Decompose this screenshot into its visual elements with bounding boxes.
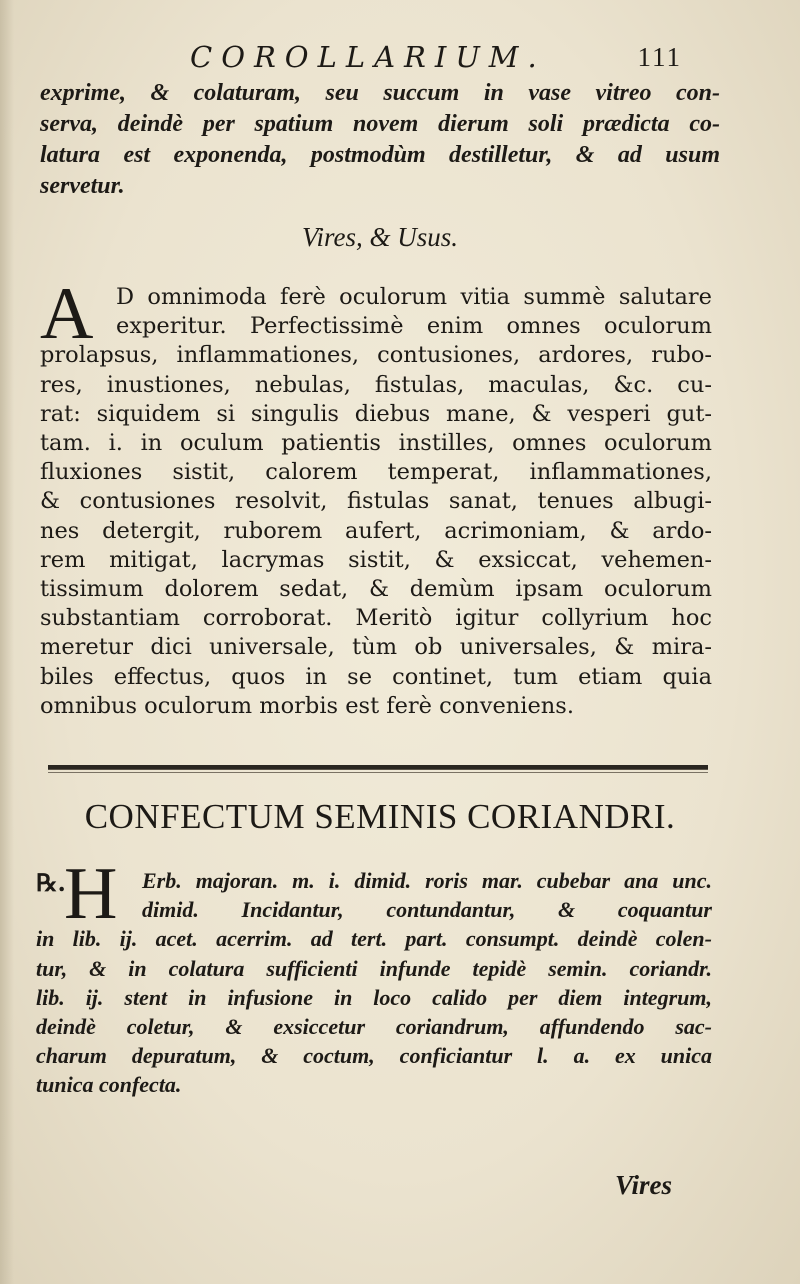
recipe-line: charum depuratum, & coctum, conficiantur l. a. ex unica bbox=[36, 1043, 712, 1069]
body-line: substantiam corroborat. Meritò igitur collyrium hoc bbox=[40, 605, 712, 632]
body-line: experitur. Perfectissimè enim omnes oculorum bbox=[116, 313, 712, 340]
intro-paragraph bbox=[40, 78, 720, 202]
intro-line: servetur. bbox=[40, 173, 125, 199]
recipe-line: deindè coletur, & exsiccetur coriandrum, affundendo sac- bbox=[36, 1014, 712, 1040]
catchword: Vires bbox=[614, 1170, 672, 1200]
intro-line: latura est exponenda, postmodùm destilletur, & ad usum bbox=[40, 142, 720, 168]
body-line: omnibus oculorum morbis est ferè conveniens. bbox=[40, 692, 574, 719]
running-title: COROLLARIUM. bbox=[190, 40, 546, 74]
recipe-line: Erb. majoran. m. i. dimid. roris mar. cubebar ana unc. bbox=[142, 868, 712, 893]
body-line: fluxiones sistit, calorem temperat, inflammationes, bbox=[40, 459, 712, 486]
body-line: rem mitigat, lacrymas sistit, & exsiccat, vehemen- bbox=[40, 546, 712, 573]
recipe-line: in lib. ij. acet. acerrim. ad tert. part. consumpt. deindè colen- bbox=[36, 926, 712, 952]
body-line: nes detergit, ruborem aufert, acrimoniam, & ardo- bbox=[40, 517, 712, 544]
intro-line: serva, deindè per spatium novem dierum soli prædicta co- bbox=[40, 111, 720, 137]
recipe-symbol: ℞. bbox=[36, 868, 66, 897]
recipe-line: lib. ij. stent in infusione in loco calido per diem integrum, bbox=[36, 984, 712, 1010]
body-line: & contusiones resolvit, fistulas sanat, tenues albugi- bbox=[40, 488, 712, 515]
recipe-line: tunica confecta. bbox=[36, 1072, 182, 1098]
recipe-line: dimid. Incidantur, contundantur, & coquantur bbox=[142, 897, 712, 923]
body-line: res, inustiones, nebulas, fistulas, maculas, &c. cu- bbox=[40, 371, 712, 398]
binding-shadow bbox=[0, 0, 14, 1284]
drop-capital: A bbox=[40, 273, 94, 355]
body-line: D omnimoda ferè oculorum vitia summè salutare bbox=[116, 284, 712, 310]
body-line: tissimum dolorem sedat, & demùm ipsam oculorum bbox=[40, 576, 712, 603]
body-line: prolapsus, inflammationes, contusiones, ardores, rubo- bbox=[40, 342, 712, 369]
body-line: rat: siquidem si singulis diebus mane, & vesperi gut- bbox=[40, 400, 712, 427]
running-head bbox=[190, 40, 690, 80]
recipe-line: tur, & in colatura sufficienti infunde tepidè semin. coriandr. bbox=[36, 955, 712, 981]
intro-line: exprime, & colaturam, seu succum in vase vitreo con- bbox=[40, 80, 720, 106]
drop-capital: H bbox=[64, 853, 118, 935]
body-line: biles effectus, quos in se continet, tum etiam quia bbox=[40, 663, 712, 690]
body-line: meretur dici universale, tùm ob universales, & mira- bbox=[40, 634, 712, 661]
section-rule bbox=[48, 765, 708, 770]
section-title: CONFECTUM SEMINIS CORIANDRI. bbox=[84, 797, 676, 836]
body-line: tam. i. in oculum patientis instilles, omnes oculorum bbox=[40, 430, 712, 457]
page-number: 111 bbox=[637, 42, 682, 72]
body-paragraph bbox=[40, 273, 712, 721]
subheading: Vires, & Usus. bbox=[301, 222, 458, 252]
recipe-paragraph bbox=[36, 866, 712, 1100]
section-rule-thin bbox=[48, 772, 708, 773]
